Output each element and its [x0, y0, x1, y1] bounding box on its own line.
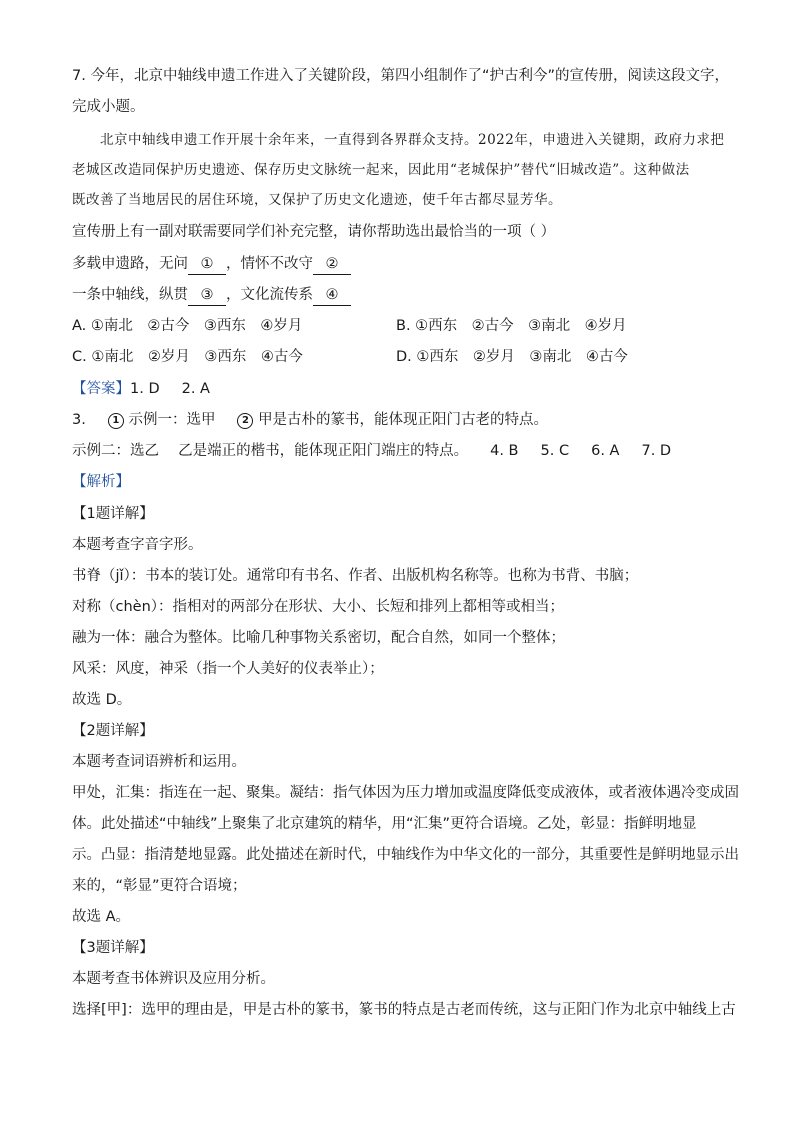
section1-title: 【1题详解】: [72, 506, 154, 522]
answer-6: 6. A: [591, 443, 620, 459]
answer-5: 5. C: [540, 443, 570, 459]
couplet-line1: [72, 254, 351, 275]
couplet1-part-a: 多载申遗路，无问: [72, 256, 188, 272]
section1-line6: 故选 D。: [72, 692, 132, 708]
section2-line3: 体。此处描述“中轴线”上聚集了北京建筑的精华，用“汇集”更符合语境。乙处，彰显：指鲜明地显: [72, 816, 697, 832]
answer-4: 4. B: [490, 443, 519, 459]
passage-line3: 既改善了当地居民的居住环境，又保护了历史文化遗迹，使千年古都尽显芳华。: [72, 192, 562, 208]
question-stem-text: 今年，北京中轴线申遗工作进入了关键阶段，第四小组制作了“护古利今”的宣传册，阅读这段文字，: [90, 68, 729, 84]
question-prompt: 宣传册上有一副对联需要同学们补充完整，请你帮助选出最恰当的一项（ ）: [72, 224, 556, 240]
option-b: B. ①西东 ②古今 ③南北 ④岁月: [396, 318, 627, 334]
option-d: D. ①西东 ②岁月 ③南北 ④古今: [396, 349, 628, 365]
circled-number-2: 2: [237, 413, 253, 429]
answer-line1: [72, 379, 210, 399]
answer-3-number: 3.: [72, 412, 86, 428]
blank-3: ③: [188, 285, 226, 306]
answer-3-example1-reason: 甲是古朴的篆书，能体现正阳门古老的特点。: [258, 412, 549, 428]
couplet2-part-a: 一条中轴线，纵贯: [72, 287, 188, 303]
passage-line1: 北京中轴线申遗工作开展十余年来，一直得到各界群众支持。2022年，申遗进入关键期，政府力求把: [100, 132, 725, 148]
option-a: A. ①南北 ②古今 ③西东 ④岁月: [72, 318, 303, 334]
analysis-label: 【解析】: [72, 474, 130, 490]
section2-line1: 本题考查词语辨析和运用。: [72, 754, 246, 770]
answer-line3: [72, 441, 671, 461]
passage-line2: 老城区改造同保护历史遗迹、保存历史文脉统一起来，因此用“老城保护”替代“旧城改造”。这种做法: [72, 162, 690, 178]
section1-line1: 本题考查字音字形。: [72, 537, 203, 553]
section2-line2: 甲处，汇集：指连在一起、聚集。凝结：指气体因为压力增加或温度降低变成液体，或者液体遇冷变成固: [72, 785, 739, 801]
answer-7: 7. D: [641, 443, 672, 459]
circled-number-1: 1: [108, 413, 124, 429]
section2-line6: 故选 A。: [72, 909, 131, 925]
section2-line5: 来的，“彰显”更符合语境；: [72, 878, 247, 894]
section3-line2: 选择[甲]：选甲的理由是，甲是古朴的篆书，篆书的特点是古老而传统，这与正阳门作为北京中轴线上古: [72, 1002, 736, 1018]
couplet2-part-b: ，文化流传系: [226, 287, 313, 303]
section3-title: 【3题详解】: [72, 940, 154, 956]
section3-line1: 本题考查书体辨识及应用分析。: [72, 971, 275, 987]
answer-3-example2: 示例二：选乙 乙是端正的楷书，能体现正阳门端庄的特点。: [72, 443, 469, 459]
answer-3-example1: 示例一：选甲: [128, 412, 216, 428]
section1-line5: 风采：风度，神采（指一个人美好的仪表举止）；: [72, 661, 384, 677]
blank-2: ②: [313, 254, 351, 275]
question-stem-line2: 完成小题。: [72, 99, 145, 115]
answer-label: 【答案】: [72, 381, 130, 397]
section2-line4: 示。凸显：指清楚地显露。此处描述在新时代，中轴线作为中华文化的一部分，其重要性是鲜明地显示出: [72, 847, 739, 863]
answer-2: 2. A: [181, 381, 210, 397]
blank-1: ①: [188, 254, 226, 275]
section1-line2: 书脊（jǐ）：书本的装订处。通常印有书名、作者、出版机构名称等。也称为书背、书脑；: [72, 568, 639, 584]
question-number: 7.: [72, 68, 86, 84]
couplet1-part-b: ，情怀不改守: [226, 256, 313, 272]
section1-line3: 对称（chèn）：指相对的两部分在形状、大小、长短和排列上都相等或相当；: [72, 599, 565, 615]
blank-4: ④: [313, 285, 351, 306]
answer-line2: [72, 410, 548, 430]
answer-1: 1. D: [130, 381, 160, 397]
section2-title: 【2题详解】: [72, 723, 154, 739]
section1-line4: 融为一体：融合为整体。比喻几种事物关系密切，配合自然，如同一个整体；: [72, 630, 565, 646]
option-c: C. ①南北 ②岁月 ③西东 ④古今: [72, 349, 303, 365]
question-stem-line1: [72, 66, 729, 86]
couplet-line2: [72, 285, 351, 306]
